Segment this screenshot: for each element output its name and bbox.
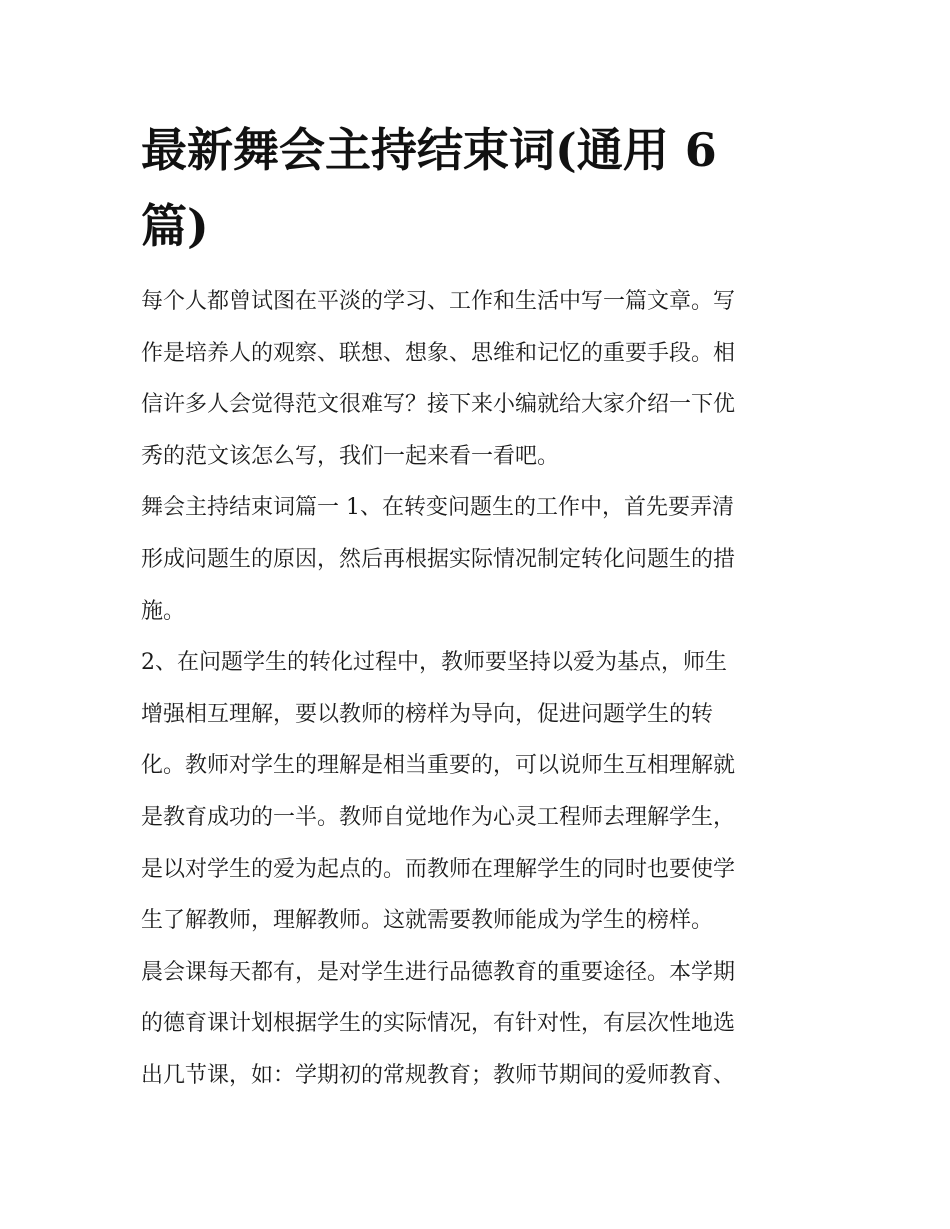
text-line: 每个人都曾试图在平淡的学习、工作和生活中写一篇文章。写 bbox=[141, 289, 736, 314]
text-line: 舞会主持结束词篇一 1、在转变问题生的工作中，首先要弄清 bbox=[141, 495, 734, 521]
text-line: 秀的范文该怎么写，我们一起来看一看吧。 bbox=[141, 443, 560, 469]
text-line: 出几节课，如：学期初的常规教育；教师节期间的爱师教育、 bbox=[141, 1062, 736, 1088]
text-line: 晨会课每天都有，是对学生进行品德教育的重要途径。本学期 bbox=[141, 959, 736, 985]
paragraph-morning-class bbox=[141, 947, 841, 1102]
text-line: 化。教师对学生的理解是相当重要的，可以说师生互相理解就 bbox=[141, 753, 736, 779]
text-line: 作是培养人的观察、联想、想象、思维和记忆的重要手段。相 bbox=[141, 340, 736, 366]
text-line: 增强相互理解，要以教师的榜样为导向，促进问题学生的转 bbox=[141, 701, 714, 727]
paragraph-intro bbox=[141, 276, 841, 482]
text-line: 生了解教师，理解教师。这就需要教师能成为学生的榜样。 bbox=[141, 908, 714, 934]
text-line: 是以对学生的爱为起点的。而教师在理解学生的同时也要使学 bbox=[141, 856, 736, 882]
text-line: 是教育成功的一半。教师自觉地作为心灵工程师去理解学生， bbox=[141, 804, 736, 830]
text-line: 形成问题生的原因，然后再根据实际情况制定转化问题生的措 bbox=[141, 546, 736, 572]
title-line: 最新舞会主持结束词(通用 6 bbox=[141, 123, 717, 177]
text-line: 2、在问题学生的转化过程中，教师要坚持以爱为基点，师生 bbox=[141, 650, 727, 676]
text-line: 信许多人会觉得范文很难写？接下来小编就给大家介绍一下优 bbox=[141, 392, 736, 418]
title-line: 篇) bbox=[141, 199, 209, 253]
paragraph-section-one bbox=[141, 482, 841, 637]
document-body bbox=[141, 276, 841, 1102]
paragraph-point-two bbox=[141, 637, 841, 947]
text-line: 施。 bbox=[141, 598, 186, 624]
document-title bbox=[141, 112, 781, 264]
text-line: 的德育课计划根据学生的实际情况，有针对性，有层次性地选 bbox=[141, 1011, 736, 1037]
